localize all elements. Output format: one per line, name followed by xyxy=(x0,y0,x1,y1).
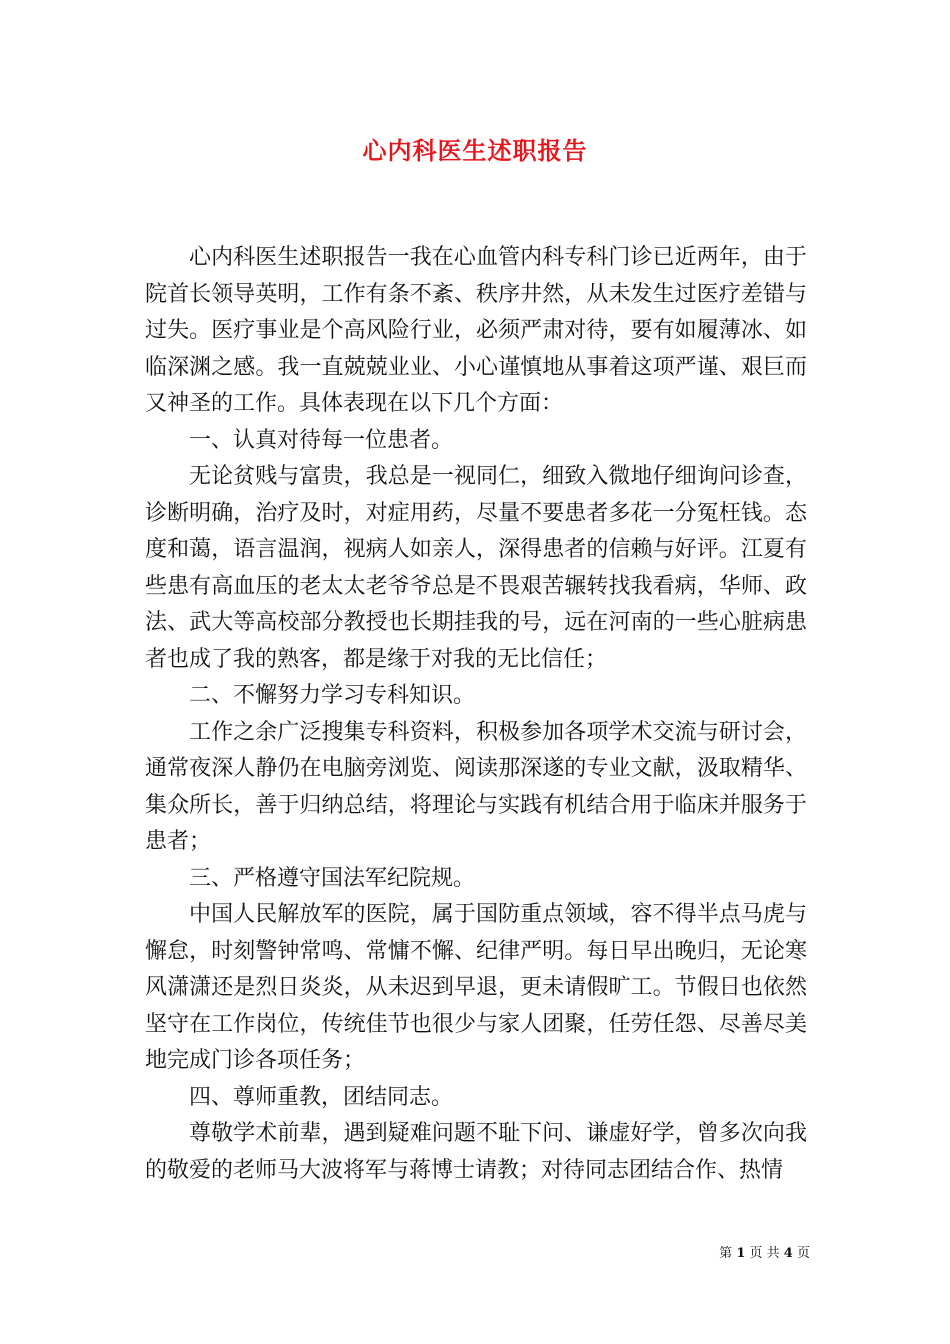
paragraph-intro: 心内科医生述职报告一我在心血管内科专科门诊已近两年，由于院首长领导英明，工作有条不紊、秩序井然，从未发生过医疗差错与过失。医疗事业是个高风险行业，必须严肃对待，要有如履薄冰、如临深渊之感。我一直兢兢业业、小心谨慎地从事着这项严谨、艰巨而又神圣的工作。具体表现在以下几个方面： xyxy=(145,245,807,416)
section-heading-3: 三、严格遵守国法军纪院规。 xyxy=(189,865,476,891)
footer-suffix: 页 xyxy=(796,1246,810,1261)
section-heading-1: 一、认真对待每一位患者。 xyxy=(189,427,454,453)
footer-middle: 页 共 xyxy=(749,1246,780,1261)
document-body xyxy=(145,240,807,1189)
document-title: 心内科医生述职报告 xyxy=(362,136,588,165)
current-page-number: 1 xyxy=(736,1246,746,1261)
footer-prefix: 第 xyxy=(719,1246,733,1261)
paragraph-section-2: 工作之余广泛搜集专科资料，积极参加各项学术交流与研讨会，通常夜深人静仍在电脑旁浏览、阅读那深遂的专业文献，汲取精华、集众所长，善于归纳总结，将理论与实践有机结合用于临床并服务于患者； xyxy=(145,719,807,854)
page-number-footer xyxy=(690,1245,810,1263)
section-heading-4: 四、尊师重教，团结同志。 xyxy=(189,1084,454,1110)
paragraph-section-3: 中国人民解放军的医院，属于国防重点领域，容不得半点马虎与懈怠，时刻警钟常鸣、常慵不懈、纪律严明。每日早出晚归，无论寒风潇潇还是烈日炎炎，从未迟到早退，更未请假旷工。节假日也依然坚守在工作岗位，传统佳节也很少与家人团聚，任劳任怨、尽善尽美地完成门诊各项任务； xyxy=(145,902,807,1073)
paragraph-section-1: 无论贫贱与富贵，我总是一视同仁，细致入微地仔细询问诊查，诊断明确，治疗及时，对症用药，尽量不要患者多花一分冤枉钱。态度和蔼，语言温润，视病人如亲人，深得患者的信赖与好评。江夏有些患有高血压的老太太老爷爷总是不畏艰苦辗转找我看病，华师、政法、武大等高校部分教授也长期挂我的号，远在河南的一些心脏病患者也成了我的熟客，都是缘于对我的无比信任； xyxy=(145,464,807,672)
paragraph-section-4: 尊敬学术前辈，遇到疑难问题不耻下问、谦虚好学，曾多次向我的敬爱的老师马大波将军与蒋博士请教；对待同志团结合作、热情 xyxy=(145,1121,807,1183)
total-pages-number: 4 xyxy=(783,1246,793,1261)
section-heading-2: 二、不懈努力学习专科知识。 xyxy=(189,683,476,708)
